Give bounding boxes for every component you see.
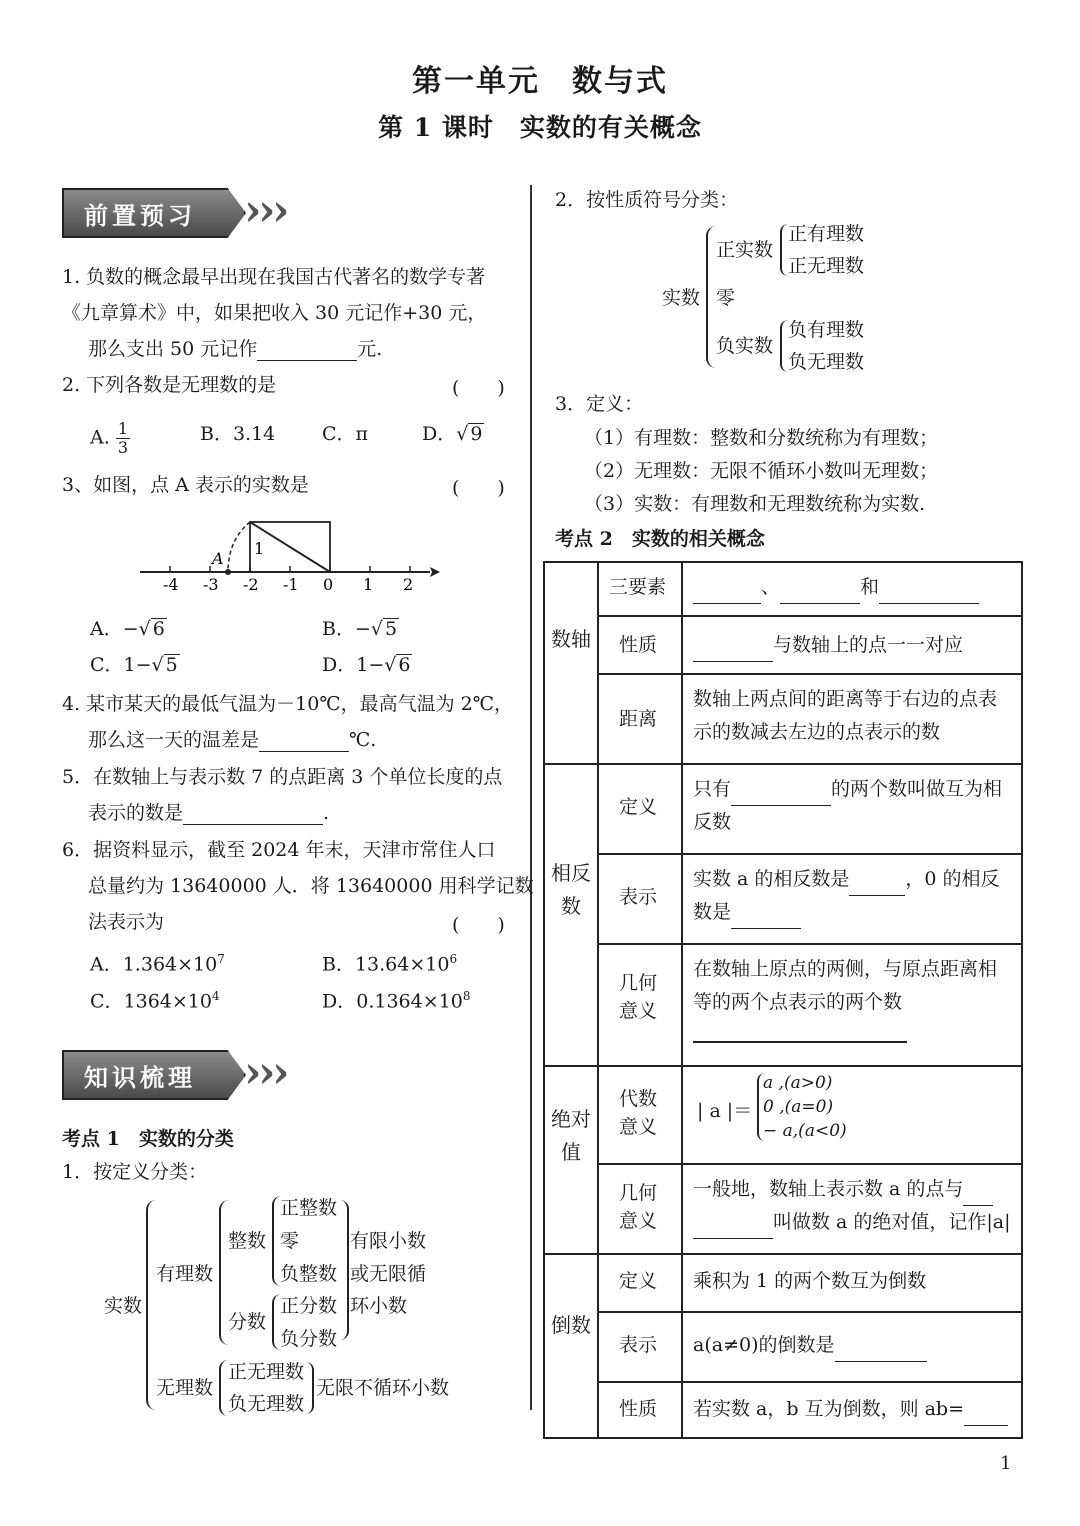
tree-pos-frac: 正分数 — [280, 1295, 338, 1317]
sign-neg-rat: 负有理数 — [788, 319, 865, 341]
q6-line3: 法表示为 — [88, 911, 165, 933]
chevron-right-icon: › — [272, 185, 290, 236]
table-hline — [597, 615, 1021, 617]
tick-group — [163, 566, 413, 594]
cell-rec-prop — [693, 1393, 1008, 1426]
unit-title: 第一单元 数与式 — [412, 64, 668, 99]
arrow-head-icon — [430, 567, 440, 577]
sub-abs-alg: 代数意义 — [619, 1088, 658, 1138]
banner-label: 知识梳理 — [84, 1063, 196, 1092]
abs-lhs: | a |＝ — [697, 1100, 753, 1122]
exponent: 4 — [212, 989, 220, 1003]
k1-sub: 1．按定义分类： — [62, 1161, 208, 1183]
q2-option-d — [422, 422, 484, 446]
chevron-right-icon: › — [244, 185, 262, 236]
q3-option-b — [322, 617, 399, 641]
q1-line3 — [88, 337, 382, 361]
table-hline — [545, 1065, 1021, 1067]
sign-zero: 零 — [716, 287, 736, 309]
q1-text-b: 元. — [357, 338, 383, 360]
q4-text-a: 那么这一天的温差是 — [88, 729, 260, 751]
def-3: （3）实数：有理数和无理数统称为实数. — [584, 493, 926, 515]
text: 与数轴上的点一一对应 — [773, 634, 964, 656]
sub-abs-geo: 几何意义 — [619, 1182, 658, 1232]
blank — [963, 1187, 993, 1206]
q4-line2 — [88, 728, 376, 752]
blank — [731, 910, 801, 929]
sqrt-icon: √ — [456, 423, 469, 445]
k1b-sub: 2．按性质符号分类： — [555, 189, 739, 211]
tree-finite3: 环小数 — [350, 1295, 408, 1317]
tick-label: -3 — [203, 575, 219, 594]
q1-line2: 《九章算术》中，如果把收入 30 元记作+30 元， — [62, 302, 487, 324]
group-numline: 数轴 — [551, 627, 591, 651]
q1-text-a: 那么支出 50 元记作 — [88, 338, 258, 360]
exponent: 8 — [462, 989, 471, 1003]
blank — [693, 585, 761, 604]
group-absolute: 绝对值 — [551, 1107, 591, 1164]
tick-label: 1 — [363, 575, 374, 594]
abs-case-1: a ,(a>0) — [763, 1073, 833, 1093]
table-vline — [597, 563, 599, 1437]
tree-fraction: 分数 — [228, 1311, 267, 1333]
table-hline — [597, 1381, 1021, 1383]
chevron-right-icon: › — [244, 1047, 262, 1098]
tree-zero: 零 — [280, 1230, 300, 1252]
blank — [693, 1220, 773, 1239]
option-text: D．1− — [322, 654, 385, 676]
sep: 、 — [761, 576, 781, 598]
radicand: 9 — [470, 423, 483, 445]
def-sub: 3．定义： — [555, 393, 644, 415]
chevron-right-icon: › — [272, 1047, 290, 1098]
q3-paren: ( ) — [452, 477, 505, 499]
sub-three: 三要素 — [609, 576, 667, 598]
blank — [879, 585, 979, 604]
cell-rec-rep — [693, 1329, 927, 1362]
brace — [146, 1200, 156, 1410]
text: 只有 — [693, 778, 732, 800]
brace — [780, 320, 788, 372]
q6-paren: ( ) — [452, 914, 505, 936]
table-vline — [681, 563, 683, 1437]
sub-rec-rep: 表示 — [619, 1334, 658, 1356]
text: 一般地，数轴上表示数 a 的点与 — [693, 1178, 964, 1200]
option-letter: D． — [422, 423, 457, 445]
group-reciprocal: 倒数 — [551, 1313, 591, 1337]
q3-option-d — [322, 653, 412, 677]
sub-opp-geo: 几何意义 — [619, 972, 658, 1022]
q2-option-c: C．π — [322, 423, 369, 445]
sign-pos-real: 正实数 — [716, 239, 774, 261]
def-1: （1）有理数：整数和分数统称为有理数； — [584, 427, 939, 449]
exponent: 7 — [217, 952, 225, 966]
table-hline — [545, 1253, 1021, 1255]
q5-line2 — [88, 801, 329, 825]
q5-text-a: 表示的数是 — [88, 802, 184, 824]
sep: 和 — [860, 576, 880, 598]
q6-line2: 总量约为 13640000 人．将 13640000 用科学记数 — [88, 875, 534, 897]
q6-option-b — [322, 947, 457, 976]
label-one: 1 — [254, 539, 265, 558]
blank — [731, 787, 831, 806]
sub-rec-prop: 性质 — [619, 1398, 658, 1420]
radicand: 5 — [165, 654, 178, 676]
q2-option-b: B．3.14 — [200, 423, 276, 445]
tick-label: -2 — [243, 575, 259, 594]
blank — [693, 643, 773, 662]
sqrt-icon: √ — [151, 654, 164, 676]
column-divider — [530, 185, 532, 1410]
page-number: 1 — [1000, 1453, 1012, 1474]
q6-line1: 6．据资料显示，截至 2024 年末，天津市常住人口 — [62, 839, 496, 861]
q5-blank — [183, 806, 323, 825]
table-hline — [545, 763, 1021, 765]
sub-opp-def: 定义 — [619, 796, 658, 818]
fraction — [116, 420, 130, 457]
tick-label: 0 — [323, 575, 334, 594]
k1-heading: 考点 1 实数的分类 — [62, 1128, 234, 1150]
chevron-right-icon: › — [258, 1047, 276, 1098]
table-hline — [597, 853, 1021, 855]
tree-finite1: 有限小数 — [350, 1230, 427, 1252]
right-brace — [306, 1362, 314, 1414]
tree-nonrep: 无限不循环小数 — [316, 1377, 450, 1399]
table-hline — [597, 1163, 1021, 1165]
q3-stem: 3、如图，点 A 表示的实数是 — [62, 474, 309, 496]
blank — [780, 585, 860, 604]
q6-option-c — [90, 984, 220, 1013]
blank — [849, 877, 905, 896]
banner-label: 前置预习 — [84, 201, 196, 230]
option-text: A．1.364×10 — [90, 953, 218, 976]
blank — [964, 1407, 1008, 1426]
sign-pos-irr: 正无理数 — [788, 255, 865, 277]
sqrt-icon: √ — [138, 618, 151, 640]
sign-neg-real: 负实数 — [716, 335, 774, 357]
k2-heading: 考点 2 实数的相关概念 — [555, 528, 765, 550]
table-hline — [597, 673, 1021, 675]
preview-banner — [62, 185, 290, 244]
q2-paren: ( ) — [452, 377, 505, 399]
sign-real: 实数 — [662, 287, 701, 309]
tree-rational: 有理数 — [156, 1263, 214, 1285]
label-a: A — [212, 549, 224, 568]
brace — [219, 1360, 228, 1416]
tree-irrational: 无理数 — [156, 1377, 214, 1399]
q5-line1: 5．在数轴上与表示数 7 的点距离 3 个单位长度的点 — [62, 766, 503, 788]
compass-arc — [228, 522, 250, 572]
option-text: C．1364×10 — [90, 990, 212, 1013]
sqrt-icon: √ — [370, 618, 383, 640]
tick-label: 2 — [403, 575, 414, 594]
point-a — [225, 569, 231, 575]
option-text: B．− — [322, 618, 371, 640]
tick-label: -4 — [163, 575, 179, 594]
numerator: 1 — [117, 419, 128, 438]
text: 叫做数 a 的绝对值，记作|a| — [773, 1211, 1011, 1233]
cell-dist: 数轴上两点间的距离等于右边的点表示的数减去左边的点表示的数 — [693, 688, 998, 743]
denominator: 3 — [117, 438, 128, 457]
q6-option-d — [322, 984, 470, 1013]
tree-pos-int: 正整数 — [280, 1197, 338, 1219]
concept-table — [543, 561, 1023, 1439]
option-text: A．− — [90, 618, 139, 640]
table-hline — [597, 943, 1021, 945]
option-text: D．0.1364×10 — [322, 990, 463, 1013]
radicand: 6 — [398, 654, 411, 676]
def-2: （2）无理数：无限不循环小数叫无理数； — [584, 460, 939, 482]
cell-three — [693, 571, 979, 604]
text: 的两个数叫做互为相反数 — [693, 778, 1003, 833]
radicand: 5 — [385, 618, 398, 640]
q5-text-b: . — [323, 802, 330, 824]
option-text: C．1− — [90, 654, 152, 676]
right-brace — [340, 1200, 349, 1340]
text: 数是 — [693, 901, 732, 923]
tree-neg-irr: 负无理数 — [228, 1393, 305, 1415]
text: a(a≠0)的倒数是 — [693, 1334, 835, 1356]
q2-stem: 2. 下列各数是无理数的是 — [62, 374, 277, 396]
q2-option-a — [90, 420, 130, 457]
radicand: 6 — [152, 618, 165, 640]
q4-text-b: ℃. — [349, 729, 377, 751]
cell-prop — [693, 629, 963, 662]
q1-line1: 1. 负数的概念最早出现在我国古代著名的数学专著 — [62, 266, 486, 288]
sqrt-icon: √ — [384, 654, 397, 676]
q3-option-a — [90, 617, 167, 641]
sub-prop: 性质 — [619, 634, 658, 656]
q4-blank — [259, 733, 349, 752]
option-text: B．13.64×10 — [322, 953, 450, 976]
lesson-title: 第 1 课时 实数的有关概念 — [378, 113, 702, 142]
q1-blank — [257, 342, 357, 361]
tree-finite2: 或无限循 — [350, 1263, 427, 1285]
tree-neg-frac: 负分数 — [280, 1328, 338, 1350]
sub-opp-rep: 表示 — [619, 886, 658, 908]
number-line-figure — [130, 512, 440, 597]
text: ，0 的相反 — [905, 868, 1000, 890]
exponent: 6 — [449, 952, 458, 966]
q3-option-c — [90, 653, 180, 677]
cell-rec-def: 乘积为 1 的两个数互为倒数 — [693, 1270, 927, 1292]
sign-pos-rat: 正有理数 — [788, 223, 865, 245]
tree-neg-int: 负整数 — [280, 1263, 338, 1285]
table-hline — [597, 1311, 1021, 1313]
option-letter: A. — [90, 426, 110, 449]
brace — [780, 224, 788, 276]
q6-option-a — [90, 947, 225, 976]
brace — [706, 226, 716, 368]
abs-case-2: 0 ,(a=0) — [763, 1097, 834, 1117]
cell-opp-def — [693, 773, 1015, 839]
abs-case-3: − a,(a<0) — [763, 1121, 847, 1141]
cell-abs-geo — [693, 1173, 1019, 1239]
cell-opp-geo: 在数轴上原点的两侧，与原点距离相等的两个点表示的两个数 — [693, 958, 998, 1013]
group-opposite: 相反数 — [551, 861, 591, 918]
sub-dist: 距离 — [619, 708, 658, 730]
tree-real: 实数 — [104, 1295, 143, 1317]
text: 若实数 a，b 互为倒数，则 ab= — [693, 1398, 965, 1420]
text: 实数 a 的相反数是 — [693, 868, 850, 890]
chevron-right-icon: › — [258, 185, 276, 236]
q4-line1: 4. 某市某天的最低气温为－10℃，最高气温为 2℃， — [62, 693, 513, 715]
tree-pos-irr: 正无理数 — [228, 1361, 305, 1383]
knowledge-banner — [62, 1047, 290, 1106]
cell-opp-rep — [693, 863, 1015, 929]
blank — [835, 1343, 927, 1362]
sign-neg-irr: 负无理数 — [788, 351, 865, 373]
blank — [693, 1041, 907, 1043]
sub-rec-def: 定义 — [619, 1270, 658, 1292]
tree-integer: 整数 — [228, 1230, 267, 1252]
tick-label: -1 — [283, 575, 299, 594]
